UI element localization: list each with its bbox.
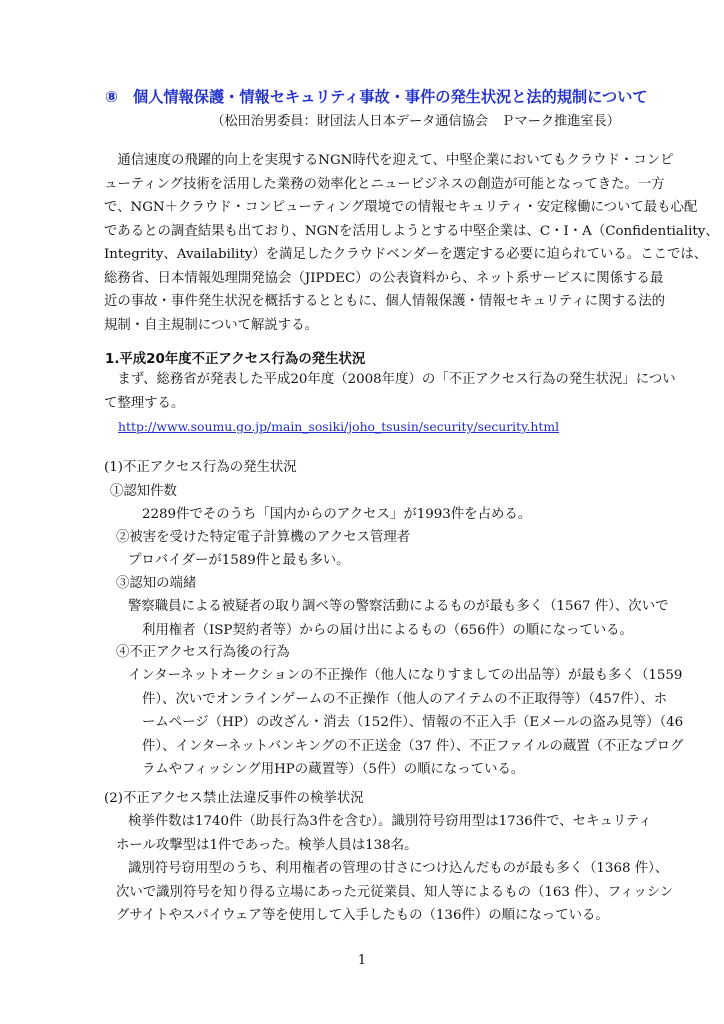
intro-line: で、NGN＋クラウド・コンピューティング環境での情報セキュリティ・安定稼働について最も心配 bbox=[104, 200, 698, 215]
item-line: ラムやフィッシング用HPの蔵置等）（5件）の順になっている。 bbox=[142, 762, 525, 777]
intro-line: であるとの調査結果も出ており、NGNを活用しようとする中堅企業は、C・I・A（Confidentiality、 bbox=[104, 223, 719, 239]
page-number: 1 bbox=[357, 953, 367, 968]
intro-line: 近の事故・事件発生状況を概括するとともに、個人情報保護・情報セキュリティに関する法的 bbox=[104, 294, 666, 309]
item-4-body bbox=[128, 664, 683, 782]
intro-line: 総務省、日本情報処理開発協会（JIPDEC）の公表資料から、ネット系サービスに関係する最 bbox=[104, 270, 664, 286]
item-4-label-wrap bbox=[116, 641, 290, 665]
item-2-body bbox=[128, 549, 350, 573]
subsection-2-heading: (2)不正アクセス禁止法違反事件の検挙状況 bbox=[104, 791, 364, 806]
subsection-2-heading-wrap bbox=[104, 787, 364, 811]
author-line: （松田治男委員：財団法人日本データ通信協会 Ｐマーク推進室長） bbox=[211, 114, 620, 129]
source-link-wrap bbox=[118, 415, 559, 439]
source-link[interactable]: http://www.soumu.go.jp/main_sosiki/joho_tsusin/security/security.html bbox=[118, 419, 560, 434]
section-1-heading: 1.平成20年度不正アクセス行為の発生状況 bbox=[105, 352, 366, 367]
item-line: プロバイダーが1589件と最も多い。 bbox=[128, 553, 350, 568]
intro-paragraph bbox=[104, 149, 719, 337]
item-1-label-wrap bbox=[110, 480, 177, 504]
subsection-2-line: 次いで識別符号を知り得る立場にあった元従業員、知人等によるもの（163 件）、フィッシン bbox=[116, 884, 674, 900]
intro-line: ューティング技術を活用した業務の効率化とニュービジネスの創造が可能となってきた。一方 bbox=[104, 176, 665, 192]
item-3-body bbox=[128, 595, 668, 642]
item-label: ④不正アクセス行為後の行為 bbox=[116, 645, 290, 660]
item-label: ②被害を受けた特定電子計算機のアクセス管理者 bbox=[116, 530, 411, 545]
section-1-intro bbox=[104, 368, 676, 415]
intro-line: 規制・自主規制について解説する。 bbox=[104, 317, 318, 333]
item-3-label-wrap bbox=[116, 572, 196, 596]
item-1-body bbox=[142, 503, 531, 527]
subsection-2-line: グサイトやスパイウェア等を使用して入手したもの（136件）の順になっている。 bbox=[116, 908, 609, 923]
item-line: ームページ（HP）の改ざん・消去（152件）、情報の不正入手（Eメールの盗み見等）（46 bbox=[142, 715, 684, 730]
item-line: 件）、インターネットバンキングの不正送金（37 件）、不正ファイルの蔵置（不正なプログ bbox=[142, 738, 684, 754]
item-label: ③認知の端緒 bbox=[116, 576, 197, 591]
item-line: 警察職員による被疑者の取り調べ等の警察活動によるものが最も多く（1567 件）、次いで bbox=[128, 599, 669, 614]
item-line: 2289件でそのうち「国内からのアクセス」が1993件を占める。 bbox=[142, 507, 532, 522]
item-line: 利用権者（ISP契約者等）からの届け出によるもの（656件）の順になっている。 bbox=[142, 622, 633, 638]
subsection-1-heading: (1)不正アクセス行為の発生状況 bbox=[104, 460, 297, 475]
intro-line: 通信速度の飛躍的向上を実現するNGN時代を迎えて、中堅企業においてもクラウド・コンピ bbox=[104, 153, 674, 168]
subsection-1-heading-wrap bbox=[104, 456, 297, 480]
item-2-label-wrap bbox=[116, 526, 410, 550]
subsection-2-line: ホール攻撃型は1件であった。検挙人員は138名。 bbox=[116, 837, 418, 853]
subsection-2-line: 識別符号窃用型のうち、利用権者の管理の甘さにつけ込んだものが最も多く（1368 件）、 bbox=[128, 861, 669, 876]
subsection-2-body bbox=[116, 810, 673, 928]
subsection-2-line: 検挙件数は1740件（助長行為3件を含む）。識別符号窃用型は1736件で、セキュリティ bbox=[128, 814, 652, 829]
item-line: 件）、次いでオンラインゲームの不正操作（他人のアイテムの不正取得等）（457件）、ホ bbox=[142, 691, 668, 707]
section-1-intro-line: まず、総務省が発表した平成20年度（2008年度）の「不正アクセス行為の発生状況」につい bbox=[104, 372, 676, 387]
intro-line: Integrity、Availability）を満足したクラウドベンダーを選定する必要に迫られている。ここでは、 bbox=[104, 247, 708, 262]
item-label: ①認知件数 bbox=[110, 484, 177, 499]
section-1-intro-line: て整理する。 bbox=[104, 395, 185, 411]
item-line: インターネットオークションの不正操作（他人になりすましての出品等）が最も多く（1559 bbox=[128, 668, 683, 683]
document-title: ⑧ 個人情報保護・情報セキュリティ事故・事件の発生状況と法的規制について bbox=[105, 88, 648, 106]
